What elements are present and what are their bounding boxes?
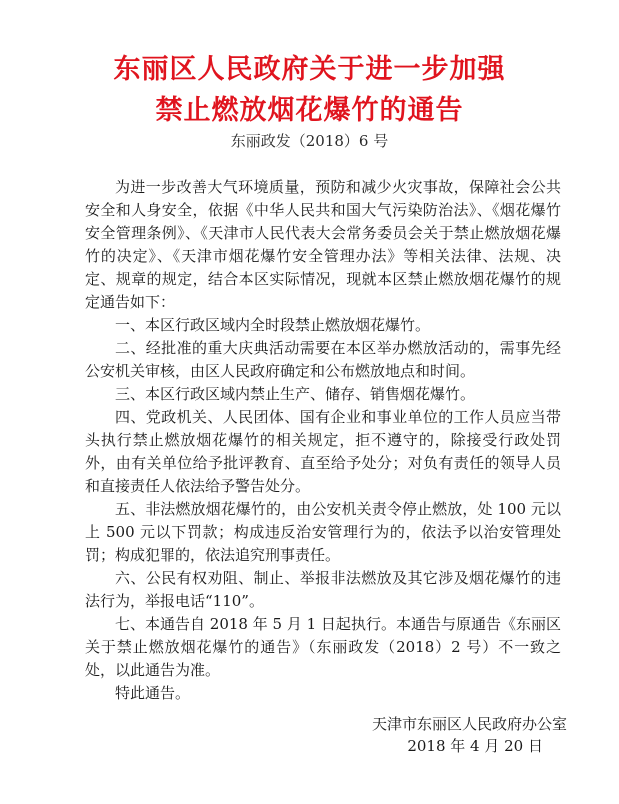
paragraph-item-5: 五、非法燃放烟花爆竹的，由公安机关责令停止燃放，处 100 元以上 500 元以下罚款；构成违反治安管理行为的，依法予以治安管理处罚；构成犯罪的，依法追究刑事责任。 [85, 500, 561, 564]
document-number: 东丽政发（2018）6 号 [230, 132, 389, 150]
paragraph-item-6: 六、公民有权劝阻、制止、举报非法燃放及其它涉及烟花爆竹的违法行为，举报电话“110”。 [85, 569, 561, 610]
issuer-name: 天津市东丽区人民政府办公室 [371, 715, 567, 733]
issue-date: 2018 年 4 月 20 日 [407, 737, 543, 755]
paragraph-item-7: 七、本通告自 2018 年 5 月 1 日起执行。本通告与原通告《东丽区关于禁止燃放烟花爆竹的通告》（东丽政发（2018）2 号）不一致之处，以此通告为准。 [85, 615, 561, 679]
document-body [85, 176, 561, 705]
paragraph-item-3: 三、本区行政区域内禁止生产、储存、销售烟花爆竹。 [115, 385, 476, 403]
paragraph-preamble: 为进一步改善大气环境质量，预防和减少火灾事故，保障社会公共安全和人身安全，依据《中华人民共和国大气污染防治法》、《烟花爆竹安全管理条例》、《天津市人民代表大会常务委员会关于禁止燃放烟花爆竹的决定》、《天津市烟花爆竹安全管理办法》等相关法律、法规、决定、规章的规定，结合本区实际情况，现就本区禁止燃放烟花爆竹的规定通告如下： [85, 178, 561, 311]
signature-block [347, 713, 567, 757]
document-title-line1: 东丽区人民政府关于进一步加强 [113, 54, 506, 85]
paragraph-item-1: 一、本区行政区域内全时段禁止燃放烟花爆竹。 [115, 316, 431, 334]
document-title-line2: 禁止燃放烟花爆竹的通告 [155, 95, 464, 126]
paragraph-item-2: 二、经批准的重大庆典活动需要在本区举办燃放活动的，需事先经公安机关审核，由区人民政府确定和公布燃放地点和时间。 [85, 339, 561, 380]
paragraph-item-4: 四、党政机关、人民团体、国有企业和事业单位的工作人员应当带头执行禁止燃放烟花爆竹的相关规定，拒不遵守的，除接受行政处罚外，由有关单位给予批评教育、直至给予处分；对负有责任的领导人员和直接责任人依法给予警告处分。 [85, 408, 561, 495]
paragraph-closing: 特此通告。 [115, 684, 191, 702]
